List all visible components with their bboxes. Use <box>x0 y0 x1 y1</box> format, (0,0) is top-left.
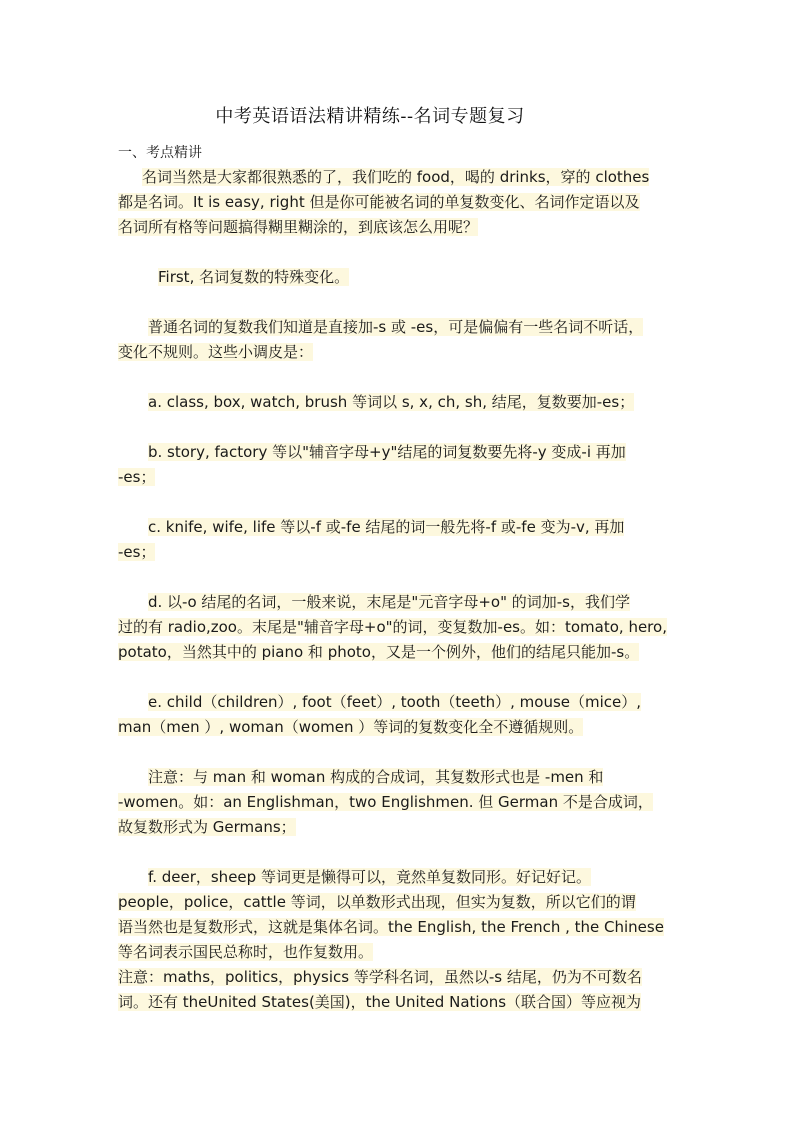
rule-e-line-2: man（men ）, woman（women ）等词的复数变化全不遵循规则。 <box>118 718 584 736</box>
rule-d-line-3: potato，当然其中的 piano 和 photo，又是一个例外，他们的结尾只能加-s。 <box>118 643 640 661</box>
rule-b-line-2: -es； <box>118 468 156 486</box>
rule-d-line-2: 过的有 radio,zoo。末尾是"辅音字母+o"的词，变复数加-es。如：tomato, hero, <box>118 618 667 636</box>
rule-f-line-4: 等名词表示国民总称时，也作复数用。 <box>118 943 374 961</box>
note-1-line-1: 注意：与 man 和 woman 构成的合成词，其复数形式也是 -men 和 <box>148 768 604 786</box>
rule-e-line-1: e. child（children）, foot（feet）, tooth（teeth）, mouse（mice）, <box>148 693 642 711</box>
note-1-line-2: -women。如：an Englishman，two Englishmen. 但 German 不是合成词， <box>118 793 653 811</box>
intro-line-3: 名词所有格等问题搞得糊里糊涂的，到底该怎么用呢？ <box>118 218 479 236</box>
rule-f-line-2: people，police，cattle 等词，以单数形式出现，但实为复数，所以它们的谓 <box>118 893 636 911</box>
first-heading: First, 名词复数的特殊变化。 <box>158 268 350 286</box>
section-heading: 一、考点精讲 <box>118 145 202 161</box>
intro-line-2: 都是名词。It is easy, right 但是你可能被名词的单复数变化、名词作定语以及 <box>118 193 640 211</box>
note-1-line-3: 故复数形式为 Germans； <box>118 818 296 836</box>
page-title: 中考英语语法精讲精练--名词专题复习 <box>215 106 525 127</box>
document-body <box>118 140 688 1015</box>
rule-a-line-1: a. class, box, watch, brush 等词以 s, x, ch, sh, 结尾，复数要加-es； <box>148 393 635 411</box>
rule-c-line-1: c. knife, wife, life 等以-f 或-fe 结尾的词一般先将-f 或-fe 变为-v, 再加 <box>148 518 625 536</box>
note-2-line-1: 注意：maths，politics，physics 等学科名词，虽然以-s 结尾，仍为不可数名 <box>118 968 642 986</box>
rule-c-line-2: -es； <box>118 543 156 561</box>
normal-plural-line-2: 变化不规则。这些小调皮是： <box>118 343 314 361</box>
rule-f-line-1: f. deer，sheep 等词更是懒得可以，竟然单复数同形。好记好记。 <box>148 868 591 886</box>
rule-f-line-3: 语当然也是复数形式，这就是集体名词。the English, the French , the Chinese <box>118 918 664 936</box>
rule-d-line-1: d. 以-o 结尾的名词，一般来说，末尾是"元音字母+o" 的词加-s，我们学 <box>148 593 630 611</box>
rule-b-line-1: b. story, factory 等以"辅音字母+y"结尾的词复数要先将-y 变成-i 再加 <box>148 443 626 461</box>
normal-plural-line-1: 普通名词的复数我们知道是直接加-s 或 -es，可是偏偏有一些名词不听话， <box>148 318 644 336</box>
note-2-line-2: 词。还有 theUnited States(美国)，the United Nations（联合国）等应视为 <box>118 993 642 1011</box>
intro-line-1: 名词当然是大家都很熟悉的了，我们吃的 food，喝的 drinks，穿的 clothes <box>142 168 650 186</box>
